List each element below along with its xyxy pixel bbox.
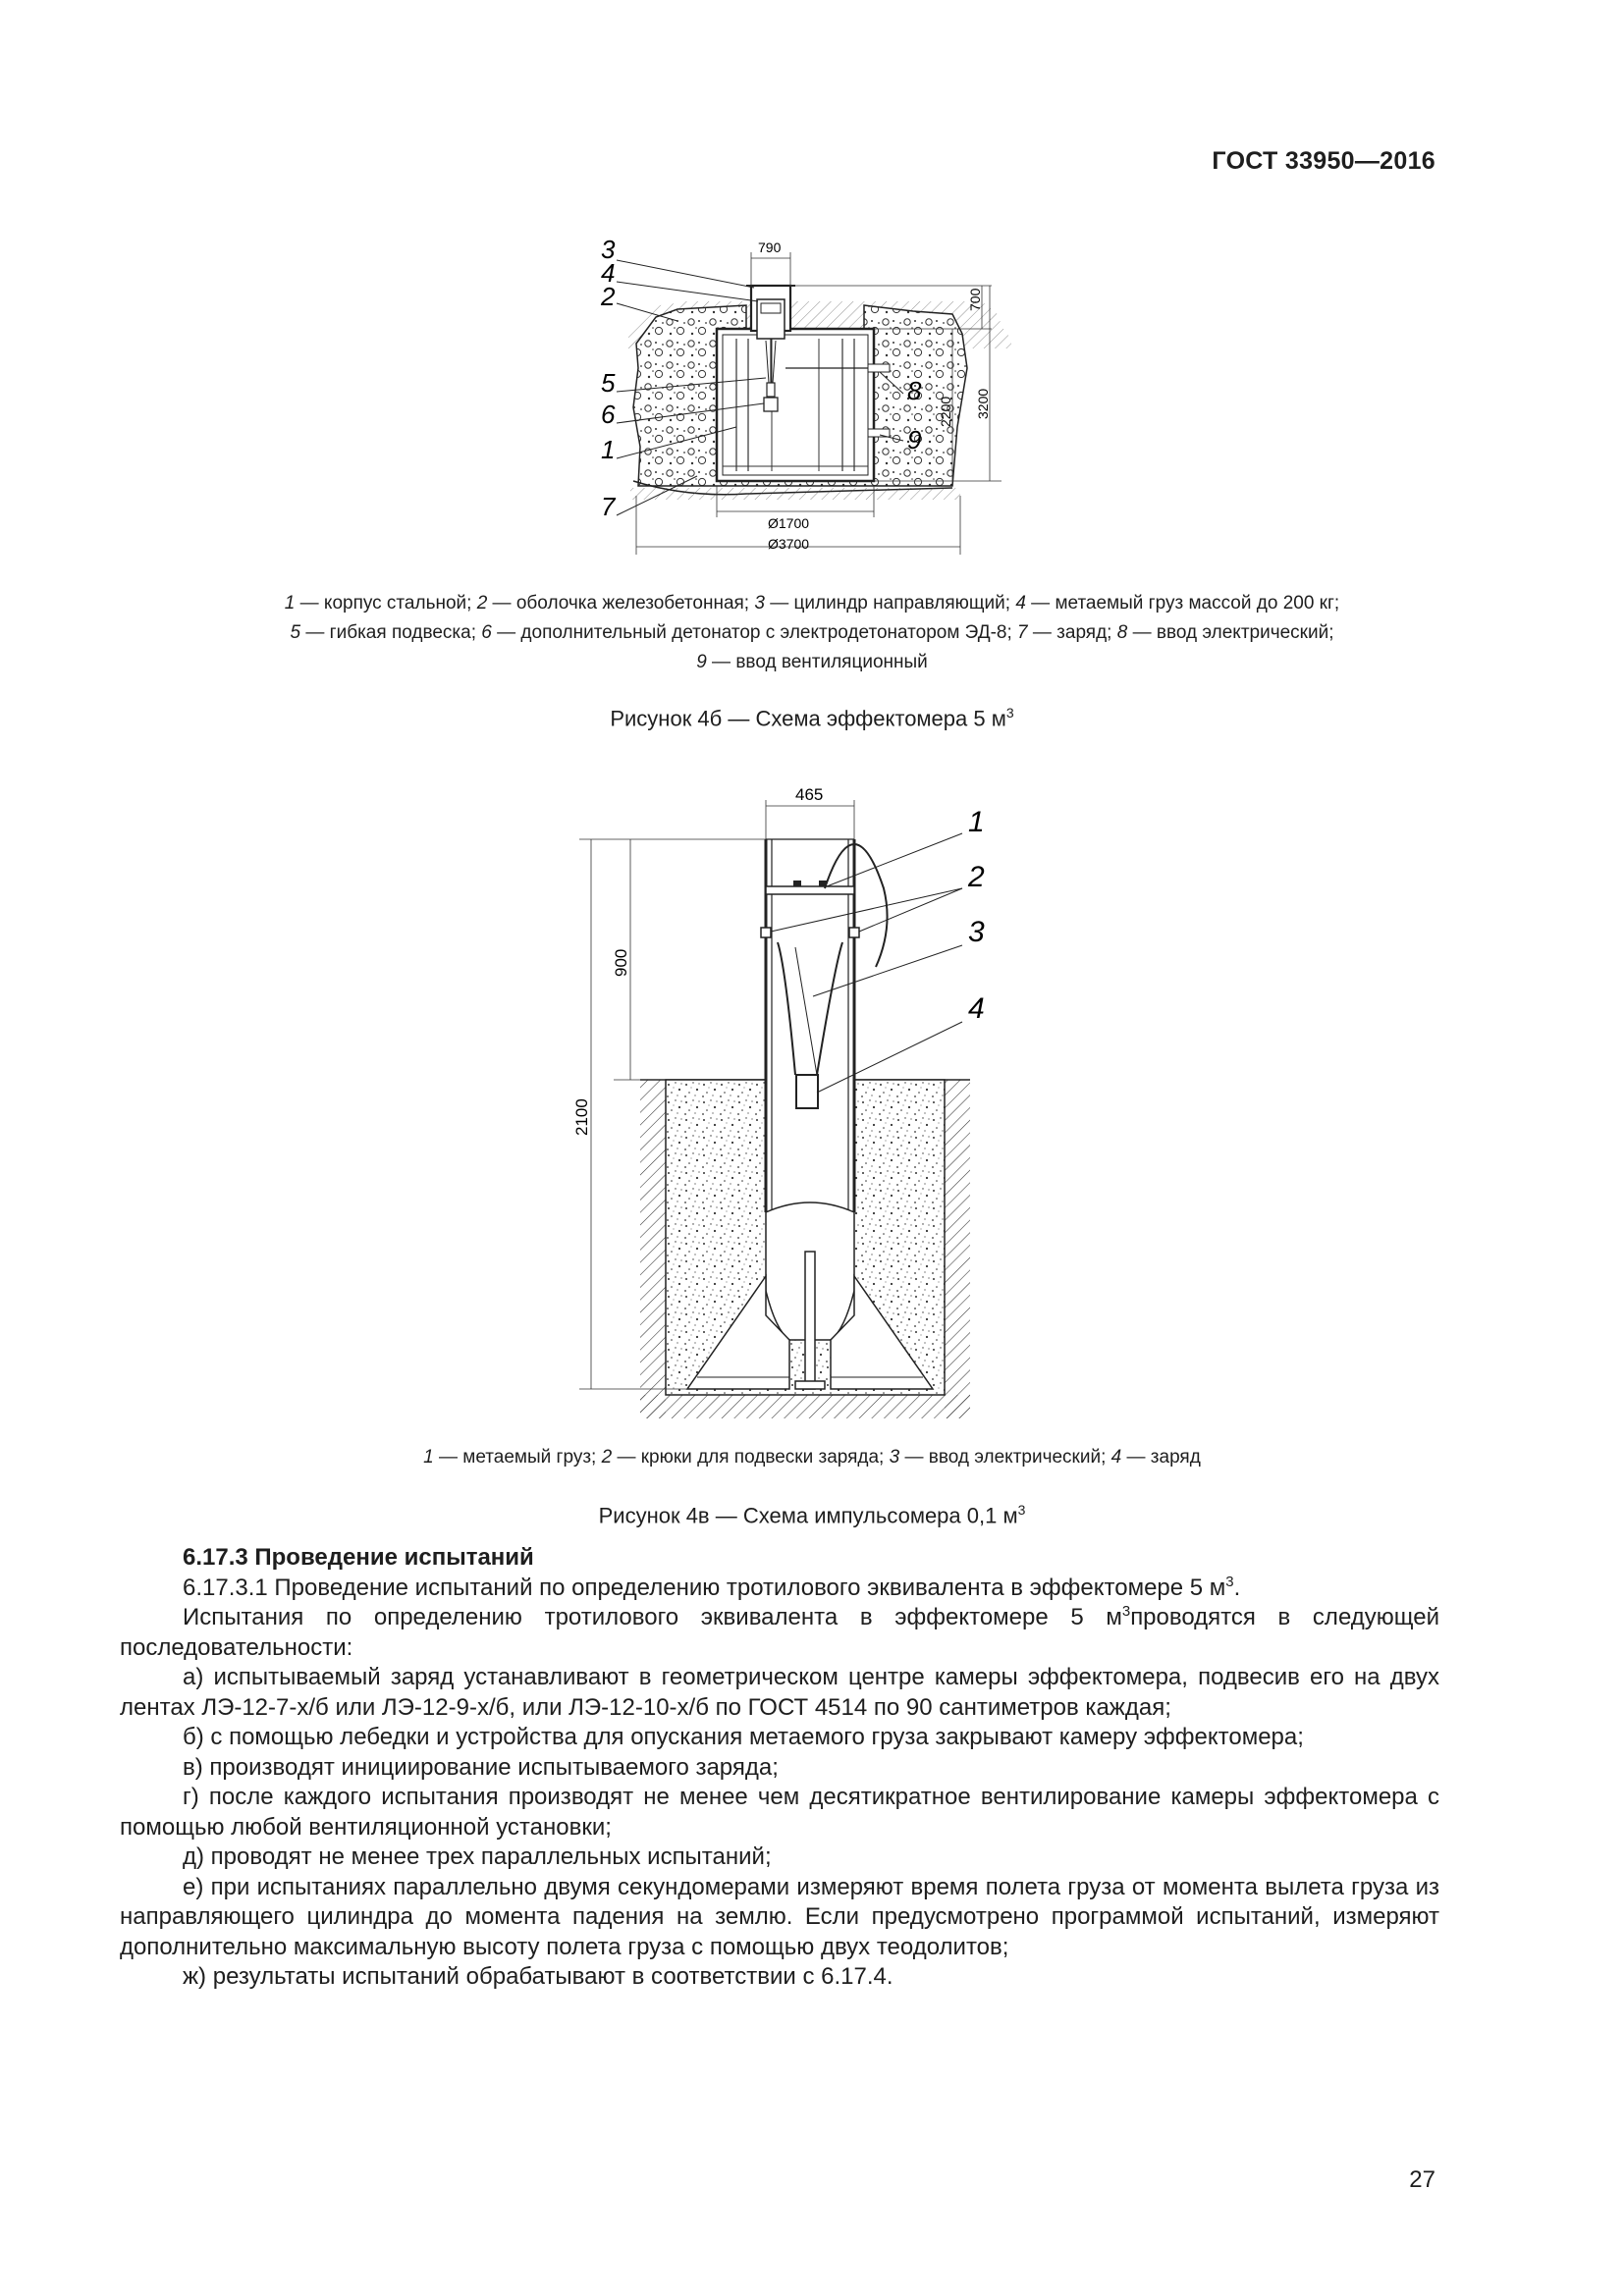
- fig4c-label-3: 3: [968, 916, 985, 948]
- legend-line-3: 9 — ввод вентиляционный: [696, 652, 928, 672]
- paragraph-intro: Испытания по определению тротилового эквивалента в эффектомере 5 $м^3проводятся$ в следующей последовательности:: [120, 1603, 1439, 1661]
- dim-3200: 3200: [975, 388, 991, 419]
- fig4c-label-1: 1: [968, 806, 985, 838]
- list-item-zh: ж) результаты испытаний обрабатывают в соответствии с 6.17.4.: [183, 1963, 893, 1990]
- dim-2100: 2100: [572, 1098, 591, 1136]
- list-item-g: г) после каждого испытания производят не менее чем десятикратное вентилирование камеры эффектомера с помощью любой вентиляционной установки;: [120, 1784, 1439, 1841]
- figure-4b-caption: Рисунок 4б — Схема эффектомера 5 $м^3$: [610, 705, 1014, 731]
- list-item-v: в) производят инициирование испытываемого заряда;: [183, 1753, 779, 1781]
- fig4b-label-7: 7: [601, 492, 616, 521]
- page-number: 27: [1409, 2166, 1435, 2193]
- dim-700: 700: [967, 288, 983, 311]
- dim-2200: 2200: [938, 396, 953, 427]
- list-item-a: а) испытываемый заряд устанавливают в геометрическом центре камеры эффектомера, подвесив его на двух лентах ЛЭ-12-7-х/б или ЛЭ-12-9-х/б, или ЛЭ-12-10-х/б по ГОСТ 4514 по 90 сантиметров каждая;: [120, 1664, 1439, 1721]
- section-heading: 6.17.3 Проведение испытаний: [183, 1544, 534, 1571]
- dim-900: 900: [612, 948, 630, 977]
- fig4b-label-4: 4: [601, 258, 616, 288]
- dim-3700: Ø3700: [768, 536, 810, 552]
- fig4b-label-9: 9: [907, 425, 922, 454]
- figure-4b-diagram: [579, 231, 1051, 569]
- list-item-d: д) проводят не менее трех параллельных испытаний;: [183, 1843, 772, 1870]
- figure-4c-diagram: [560, 780, 992, 1428]
- fig4c-label-4: 4: [968, 992, 985, 1025]
- legend-line-2: 5 — гибкая подвеска; 6 — дополнительный детонатор с электродетонатором ЭД-8; 7 — заряд; 8 — ввод электрический;: [290, 622, 1334, 643]
- figure-4b-legend: [137, 589, 1487, 677]
- paragraph-6-17-3-1: 6.17.3.1 Проведение испытаний по определению тротилового эквивалента в эффектомере 5 $м^3$.: [183, 1573, 1241, 1601]
- fig4b-label-5: 5: [601, 368, 616, 398]
- fig4b-label-2: 2: [601, 282, 616, 311]
- fig4b-label-1: 1: [601, 435, 616, 464]
- list-item-b: б) с помощью лебедки и устройства для опускания метаемого груза закрывают камеру эффектомера;: [183, 1724, 1304, 1750]
- figure-4c-legend: 1 — метаемый груз; 2 — крюки для подвески заряда; 3 — ввод электрический; 4 — заряд: [423, 1447, 1201, 1468]
- fig4b-label-8: 8: [907, 376, 922, 405]
- dim-465: 465: [795, 785, 824, 804]
- legend-line-1: 1 — корпус стальной; 2 — оболочка железобетонная; 3 — цилиндр направляющий; 4 — метаемый груз массой до 200 кг;: [284, 593, 1340, 614]
- dim-1700: Ø1700: [768, 515, 810, 531]
- section-text: [120, 1543, 1439, 1993]
- figure-4c-caption: Рисунок 4в — Схема импульсомера 0,1 $м^3$: [598, 1502, 1026, 1528]
- fig4c-label-2: 2: [968, 861, 985, 893]
- fig4b-label-6: 6: [601, 400, 616, 429]
- document-header: ГОСТ 33950—2016: [1212, 147, 1435, 175]
- fig4b-label-3: 3: [601, 235, 616, 264]
- list-item-e: е) при испытаниях параллельно двумя секундомерами измеряют время полета груза от момента вылета груза из направляющего цилиндра до момента падения на землю. Если предусмотрено программой испытаний, измеряют дополнительно максимальную высоту полета груза с помощью двух теодолитов;: [120, 1873, 1439, 1960]
- dim-790: 790: [758, 240, 782, 255]
